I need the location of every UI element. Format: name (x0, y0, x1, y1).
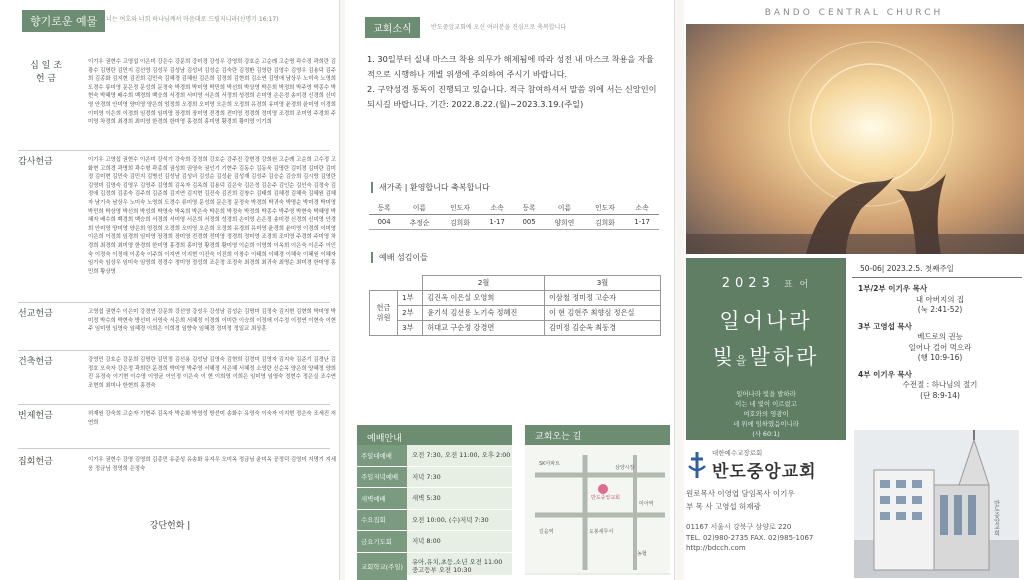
section-names: 이기우 고영섭 권현수 이은미 강석기 강숙희 강정희 강호순 강주진 강현경 강희원 고순례 고순희 고수정 고화현 고희경 곽명희 곽수형 곽종희 권성희 권영숙 권인기 기현주 김동수 김동욱 김명란 김미경 김미란 김미정 김미현 김민숙 김민지 김병선 김성남 김성녀 김성순 김성윤 김성재 김성주 김승순 김승희 김시랑 김영란 김영미 김영숙 김영우 김영주 김영희 김옥자 김옥희 김용덕 김은숙 김은정 김은주 김인순 김인숙 김정숙 김정애 김정희 김종숙 김주희 김준희 김지연 김지현 김진숙 김진희 김창수 김태희 김혜경 김혜숙 김혜원 김혜자 남기숙 남상우 노미숙 노영희 도경수 류미영 문성희 문은정 문정숙 박경희 박귀숙 박명순 박미경 박미영 박민희 박상영 박선희 박성희 박영숙 박옥희 박은숙 박은희 박정숙 박정희 박종수 박주영 박현숙 박혜영 박혜자 배수희 백경희 백승희 서경희 서미영 서은희 서정희 성경희 손미영 손은정 송미경 신경희 신미영 안경희 안미영 양미영 양은희 엄정희 오경희 오미영 오은희 오정희 유경희 유미영 윤경희 윤미영 이경희 이미영 이은희 이정희 임경희 임미영 장경희 장미영 전경희 전미영 정경희 정미영 조경희 조미영 주경희 주미영 차경희 최경희 최미영 한경희 한미영 홍경희 홍미영 황경희 황미영 이순희 이영희 이옥희 이은숙 이은주 이인숙 이정숙 이정애 이종숙 이주희 이지연 이지현 이진숙 이진희 이창수 이태희 이혜경 이혜숙 이혜원 이혜자 임기숙 임상우 임미숙 임영희 정경수 정미영 정성희 조은정 조정숙 최경희 최귀숙 최명순 최미경 한미영 홍민희 황상영 (88, 157, 336, 275)
worship-row (357, 553, 512, 580)
notice-item: 2. 구약성경 통독이 진행되고 있습니다. 적극 참여하셔서 말씀 위에 서는 신앙인이 되시길 바랍니다. 기간: 2022.8.22.(월)~2023.3.19.(주일) (367, 84, 657, 109)
map-label: 길음역 (539, 529, 554, 535)
divider (18, 448, 330, 449)
section-names: 강영민 강호순 강문희 김명란 김민정 김선용 김성남 김영숙 김현희 김경미 김영자 김지숙 김준기 김경난 김정호 오숙자 강은정 곽희란 문경희 박미영 박주영 서혜정 서은혜 서혜정 소영란 신순옥 양은희 양혜정 양희진 유정숙 이기현 이수영 이영균 이인정 이은숙 이 현 이희영 이희은 임미영 임영숙 정현수 정은실 조수연 조현희 최미나 한현희 홍경숙 (88, 357, 336, 389)
phone: TEL. 02)980-2735 FAX. 02)985-1067 (686, 534, 814, 542)
table-cell: 김희화 (440, 215, 481, 230)
divider (18, 302, 330, 303)
news-tag: 교회소식 (365, 17, 420, 38)
table-cell: 추정순 (399, 215, 440, 230)
worship-row (357, 467, 512, 489)
newcomers-title: 새가족 | 환영합니다 축복합니다 (371, 182, 490, 193)
table-row (370, 291, 661, 306)
cover-panel (684, 0, 1024, 580)
building-section (18, 356, 336, 400)
worship-value: 오전 7:30, 오전 11:00, 오후 2:00 (412, 451, 511, 460)
address: 01167 서울시 강북구 삼양로 220 (686, 523, 792, 531)
denomination: 대한예수교장로회 (712, 449, 763, 457)
map-label: 농협 (637, 551, 647, 557)
motto-line1: 일어나라 (719, 309, 813, 333)
section-label: 십 일 조 헌 금 (30, 61, 62, 84)
worship-value: 저녁 7:30 (412, 472, 441, 481)
sermon-line: (단 8:9-14) (920, 390, 960, 400)
divider (18, 350, 330, 351)
sermon-line: 일어나 걸어 먹으라 (908, 342, 972, 352)
table-header: 2월 (423, 276, 545, 291)
table-cell: 2부 (398, 306, 423, 321)
news-subtitle: 반도중앙교회에 오신 여러분을 진심으로 축복합니다 (431, 24, 567, 31)
motto-label: 표 어 (783, 280, 811, 290)
motto-box (686, 258, 846, 440)
church-marker (598, 484, 608, 494)
church-logo-icon (686, 450, 708, 480)
table-cell: 허대교 구순정 강경면 (423, 321, 545, 336)
sermon-line: (행 10:9-16) (917, 353, 963, 362)
tithe-section (18, 58, 336, 150)
table-row-label: 헌금 위원 (370, 291, 398, 336)
map-label: 미아역 (639, 501, 654, 507)
servers-title: 예배 섬김이들 (371, 252, 428, 263)
worship-value: 유아,유치,초등,소년 오전 11:00 중고등부 오전 10:30 (412, 558, 503, 574)
table-cell: 이 현 김현주 최향심 정은실 (544, 306, 660, 321)
motto-line2: 빛을발하라 (712, 345, 820, 369)
sermon-title: 1부/2부 이기우 목사 (858, 284, 928, 293)
table-cell: 1-17 (625, 215, 659, 230)
table-cell: 3부 (398, 321, 423, 336)
worship-row (357, 510, 512, 532)
table-cell: 1부 (398, 291, 423, 306)
assembly-section (18, 456, 336, 480)
sermon-line: 수전절 : 하나님의 절기 (902, 380, 978, 389)
sermon-item (852, 370, 1022, 402)
website-link[interactable]: http://bdcch.com (686, 544, 746, 552)
worship-value: 새벽 5:30 (412, 494, 441, 503)
section-label: 감사헌금 (18, 157, 53, 167)
sermon-title: 4부 이기우 목사 (858, 369, 912, 379)
sermon-item (852, 322, 1022, 364)
table-cell: 이삼철 정미정 고순자 (544, 291, 660, 306)
directions-map (525, 445, 670, 573)
table-header-row (370, 276, 661, 291)
section-label: 번제헌금 (18, 411, 53, 421)
directions-title: 교회오는 길 (525, 425, 670, 445)
section-names: 고영섭 권현수 이은미 강경연 강문희 강선영 강성우 강성남 김성순 김명미 김정숙 김지현 김현희 박미영 박미정 박수희 박현숙 방선미 서영숙 서은희 서혜정 이경희 이미란 이승희 이정애 이수정 이정연 이현숙 이현주 임미영 임영숙 임혜경 이희은 이희경 임향숙 임혜경 정미정 정일교 최상훈 (88, 309, 336, 333)
worship-row (357, 488, 512, 510)
table-cell: 김미정 김순옥 최동경 (544, 321, 660, 336)
table-cell: 005 (514, 215, 544, 230)
offerings-header (0, 0, 339, 38)
map-label: 삼양시장 (615, 465, 635, 471)
table-cell: 김희화 (585, 215, 626, 230)
worship-key: 새벽예배 (357, 488, 407, 509)
table-header: 등록 (514, 200, 544, 215)
worship-value: 저녁 8:00 (412, 537, 441, 546)
sermon-schedule (852, 260, 1022, 401)
pastors: 원로목사 이영엽 담임목사 이기우 (686, 489, 795, 498)
building-sign: 반도중앙교회 (992, 500, 1000, 536)
worship-title: 예배안내 (357, 425, 512, 445)
church-info (686, 448, 846, 552)
church-name: 반도중앙교회 (712, 462, 817, 482)
thanks-section (18, 156, 336, 296)
table-header: 3월 (544, 276, 660, 291)
section-names: 허재원 강숙희 고순자 기현주 김옥자 박순화 박영성 방선미 송화수 유영숙 이숙자 이지현 정은숙 조세진 저연희 (88, 411, 336, 426)
altar-flowers: 강단헌화 | (149, 521, 191, 531)
offerings-panel (0, 0, 340, 580)
worship-value: 오전 10:00, (수)저녁 7:30 (412, 515, 489, 524)
table-header-row (369, 200, 659, 215)
table-cell: 양희연 (544, 215, 585, 230)
worship-key: 수요집회 (357, 510, 407, 531)
section-label: 선교헌금 (18, 309, 53, 319)
table-header: 이름 (399, 200, 440, 215)
section-label: 집회헌금 (18, 457, 53, 467)
sermon-title: 3부 고영섭 목사 (858, 321, 912, 331)
table-header: 등록 (369, 200, 399, 215)
table-cell: 김진옥 이은실 오영희 (423, 291, 545, 306)
offerings-subtitle: 너는 여호와 너희 하나님께서 마음대로 드릴지니라(신명기 16:17) (106, 16, 279, 23)
church-building-image (854, 430, 1019, 578)
newcomers-table (369, 200, 659, 230)
table-row (370, 306, 661, 321)
associate-pastors: 부 목 사 고영섭 허재광 (686, 502, 761, 511)
divider (18, 404, 330, 405)
worship-row (357, 531, 512, 553)
divider (18, 150, 330, 151)
servers-table (369, 275, 661, 336)
news-panel (345, 0, 675, 580)
burnt-section (18, 410, 336, 432)
hands-light-image (686, 24, 1024, 254)
table-header: 소속 (480, 200, 514, 215)
worship-key: 주일대예배 (357, 445, 407, 466)
section-names: 이기우 권현수 고영섭 이은미 강은수 강문희 강미경 강성우 강영희 강호순 고순례 고순명 곽수정 곽희란 김광수 김명란 김민지 김선영 김성무 김성남 김성녀 김성순 김숙란 김정환 김영란 김영수 김영우 김용덕 김주희 김종화 김지현 김진희 김민숙 김혜경 김혜원 김은희 김정희 김현희 김소연 김영애 남상우 노미숙 노영희 도경수 류미영 문은정 문성희 문정숙 박경희 박미영 박민희 박선희 박상영 박은희 박정희 박주영 박종수 박현숙 박혜영 배수희 백경희 백승희 서경희 서미영 서은희 서정희 성경희 손미영 손은정 송미경 신경희 신미영 안경희 안미영 양미영 양은희 엄정희 오경희 오미영 오은희 오정희 유경희 유미영 윤경희 윤미영 이경희 이미영 이은희 이정희 임경희 임미영 장경희 장미영 전경희 전미영 정경희 정미영 조경희 조미영 주경희 주미영 차경희 최경희 최미영 한경희 한미영 홍경희 홍미영 황경희 황미영 이기희 (88, 59, 336, 126)
section-names: 이기우 권현수 강영 김영희 김종민 유준성 유송화 유지우 오미옥 정금님 윤미옥 공정덕 김영미 지명기 지세웅 정금님 정영희 은정숙 (88, 457, 336, 472)
mission-section (18, 308, 336, 344)
sermon-line: 베드로의 권능 (917, 332, 963, 341)
map-label: 도봉세무서 (589, 529, 614, 535)
worship-key: 교회학교(주일) (357, 553, 407, 580)
worship-key: 주일저녁예배 (357, 467, 407, 488)
bulletin-date: 50-06| 2023.2.5. 첫째주일 (852, 260, 1022, 278)
table-row (369, 215, 659, 230)
worship-guide (357, 425, 512, 575)
table-row (370, 321, 661, 336)
motto-verse: 일어나라 빛을 발하라 이는 네 빛이 이르렀고 여호와의 영광이 네 위에 임하였음이니라 (사 60:1) (733, 390, 799, 438)
sermon-line: 내 아버지의 집 (915, 294, 965, 304)
worship-key: 금요기도회 (357, 531, 407, 552)
map-label: 반도중앙교회 (591, 495, 620, 501)
table-cell: 윤기석 김선용 노기숙 정혜진 (423, 306, 545, 321)
map-label: SK아파트 (539, 461, 560, 467)
table-header: 인도자 (440, 200, 481, 215)
table-header: 이름 (544, 200, 585, 215)
offerings-tag: 향기로운 예물 (22, 10, 105, 32)
notice-item: 1. 30일부터 실내 마스크 착용 의무가 해제됨에 따라 성전 내 마스크 착용을 자율적으로 시행하나 개별 위생에 주의하여 주시기 바랍니다. (367, 54, 654, 79)
motto-year: 2023 (721, 276, 775, 291)
worship-row (357, 445, 512, 467)
directions-box (525, 425, 670, 575)
sermon-item (852, 284, 1022, 316)
table-cell: 004 (369, 215, 399, 230)
section-label: 건축헌금 (18, 357, 53, 367)
table-header: 인도자 (585, 200, 626, 215)
table-header: 소속 (625, 200, 659, 215)
brand-text: BANDO CENTRAL CHURCH (764, 8, 944, 18)
table-cell: 1-17 (480, 215, 514, 230)
sermon-line: (눅 2:41-52) (917, 305, 963, 314)
